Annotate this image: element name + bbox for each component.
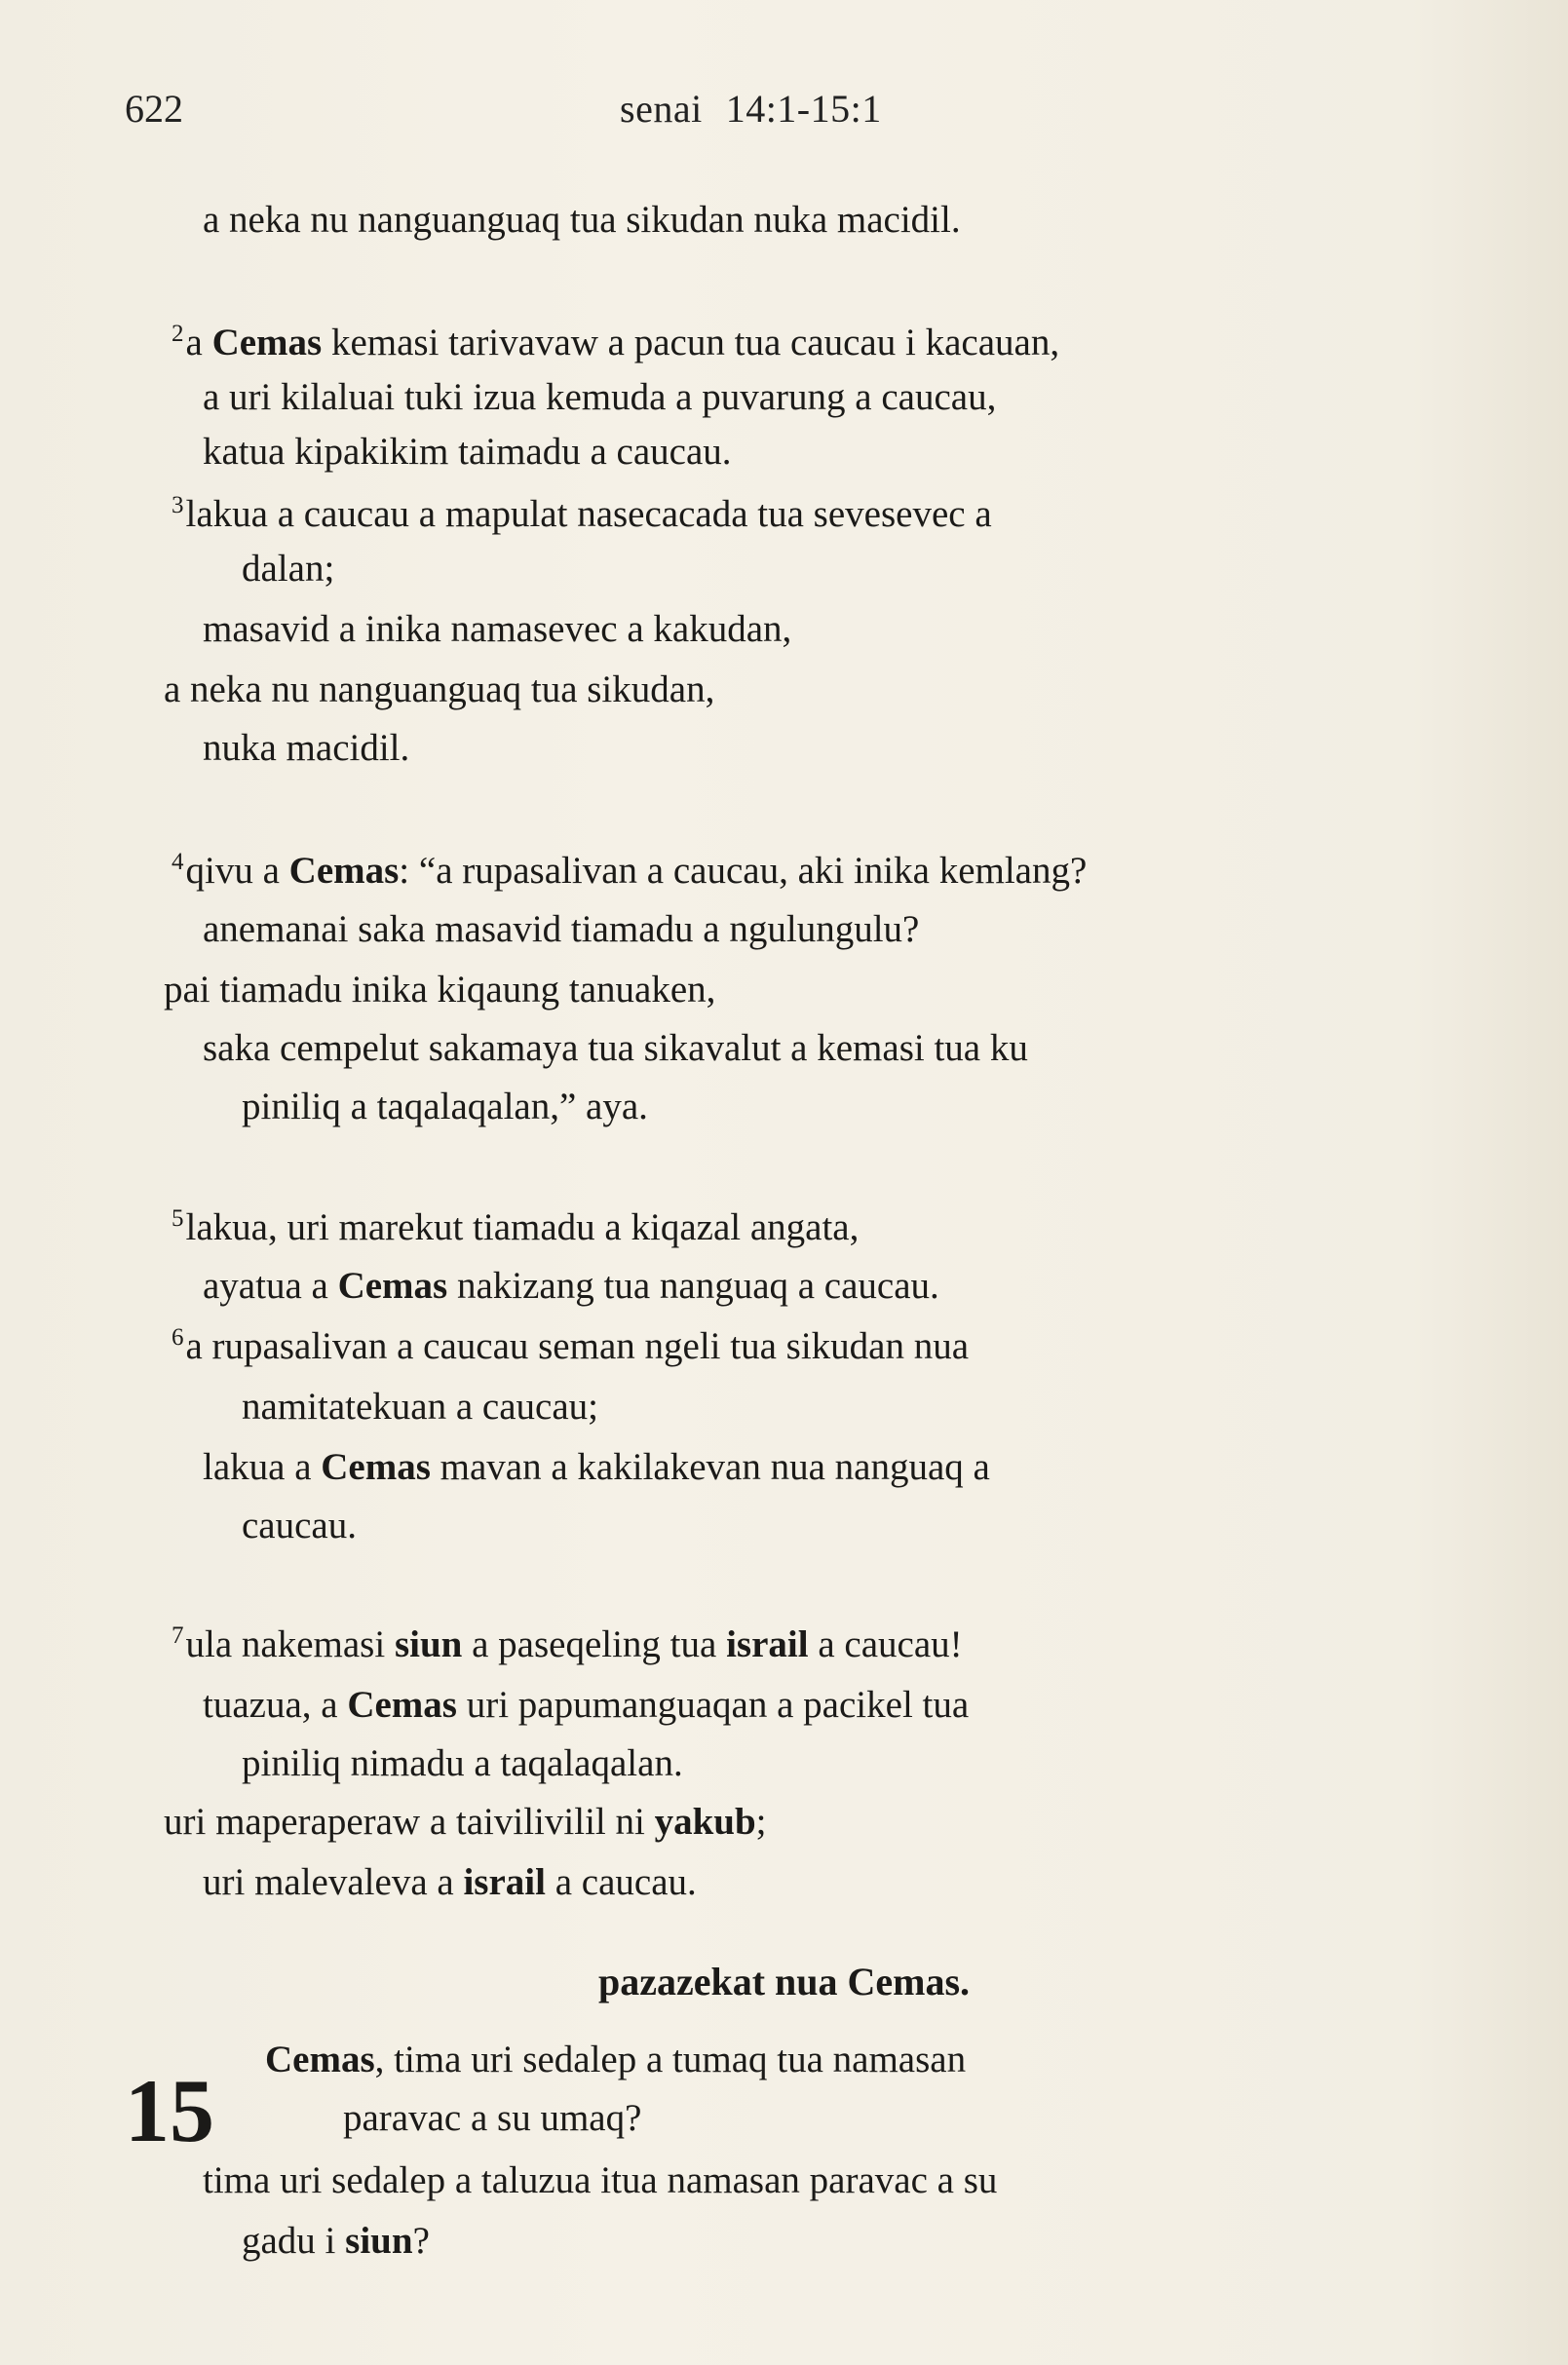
text-line: $^3$lakua a caucau a mapulat nasecacada tua sevesevec a [172, 492, 992, 535]
text-line: namitatekuan a caucau; [242, 1386, 598, 1428]
text-line: Cemas, tima uri sedalep a tumaq tua namasan [265, 2039, 967, 2080]
text-line: dalan; [242, 548, 335, 590]
text-line: tuazua, a Cemas uri papumanguaqan a pacikel tua [203, 1684, 970, 1726]
page-number: 622 [125, 87, 183, 131]
verse-number: 6 [172, 1324, 184, 1351]
running-head [620, 86, 882, 132]
text-line: ayatua a Cemas nakizang tua nanguaq a caucau. [203, 1265, 939, 1307]
verse-number: 4 [172, 849, 184, 875]
text-line: $^5$lakua, uri marekut tiamadu a kiqazal angata, [172, 1205, 860, 1248]
text-line: a uri kilaluai tuki izua kemuda a puvarung a caucau, [203, 376, 997, 418]
chapter-number: 15 [125, 2061, 214, 2160]
text-line: saka cempelut sakamaya tua sikavalut a kemasi tua ku [203, 1027, 1028, 1069]
text-line: nuka macidil. [203, 727, 410, 769]
text-line: tima uri sedalep a taluzua itua namasan paravac a su [203, 2159, 998, 2201]
text-line: piniliq a taqalaqalan,” aya. [242, 1086, 648, 1127]
text-line: $^2$a Cemas kemasi tarivavaw a pacun tua caucau i kacauan, [172, 321, 1060, 363]
chapter-reference: 14:1-15:1 [725, 87, 882, 131]
text-line: a neka nu nanguanguaq tua sikudan, [164, 668, 715, 710]
text-line: katua kipakikim taimadu a caucau. [203, 431, 732, 473]
verse-number: 2 [172, 321, 184, 347]
page-header [125, 86, 1443, 144]
text-line: lakua a Cemas mavan a kakilakevan nua nanguaq a [203, 1446, 990, 1488]
text-line: $^6$a rupasalivan a caucau seman ngeli tua sikudan nua [172, 1324, 970, 1367]
verse-number: 3 [172, 492, 184, 518]
text-line: anemanai saka masavid tiamadu a ngulungulu? [203, 908, 920, 950]
text-line: $^4$qivu a Cemas: “a rupasalivan a caucau, aki inika kemlang? [172, 849, 1088, 892]
text-line: caucau. [242, 1505, 357, 1546]
text-line: masavid a inika namasevec a kakudan, [203, 608, 792, 650]
verse-number: 5 [172, 1205, 184, 1232]
text-line: uri malevaleva a israil a caucau. [203, 1861, 697, 1903]
text-line: pai tiamadu inika kiqaung tanuaken, [164, 969, 716, 1011]
text-line: piniliq nimadu a taqalaqalan. [242, 1742, 683, 1784]
text-line: uri maperaperaw a taivilivilil ni yakub; [164, 1801, 767, 1843]
book-name: senai [620, 87, 703, 131]
text-line: gadu i siun? [242, 2220, 430, 2262]
text-line: a neka nu nanguanguaq tua sikudan nuka macidil. [203, 199, 961, 241]
verse-number: 7 [172, 1622, 184, 1649]
text-line: paravac a su umaq? [343, 2097, 642, 2139]
section-heading: pazazekat nua Cemas. [597, 1960, 971, 2003]
text-line: $^7$ula nakemasi siun a paseqeling tua israil a caucau! [172, 1622, 963, 1665]
